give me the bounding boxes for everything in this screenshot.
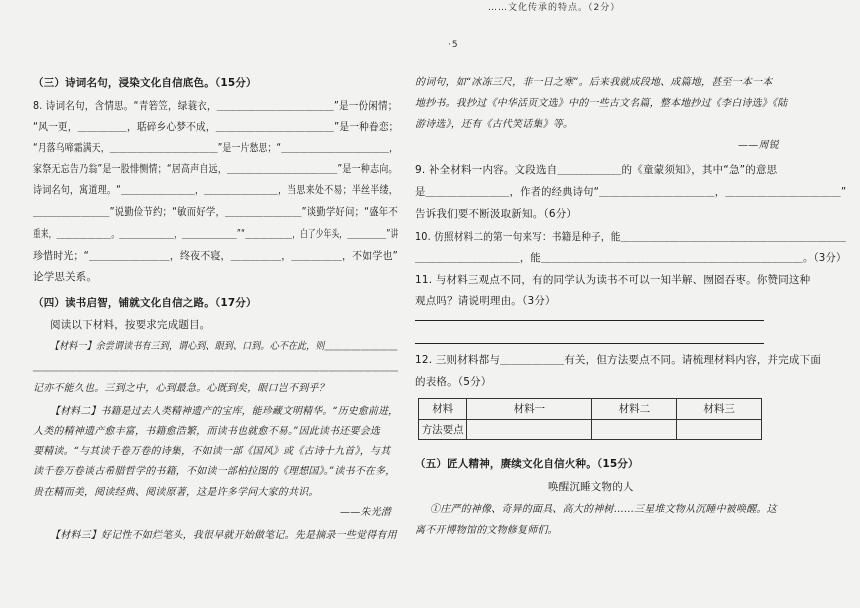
q8-line-8: 珍惜时光；“＿＿＿＿＿＿＿＿，终夜不寝，＿＿＿＿＿，＿＿＿＿＿，不如学也” [33,250,398,262]
q9-line-2: 是＿＿＿＿＿＿＿＿，作者的经典诗句“＿＿＿＿＿＿＿＿＿＿＿，＿＿＿＿＿＿＿＿＿＿＿” [415,186,847,198]
answer-cell-3[interactable] [677,419,762,440]
answer-cell-2[interactable] [592,419,677,440]
material-2-line-3: 要精读。“与其读千卷万卷的诗集，不如读一部《国风》或《古诗十九首》，与其 [33,446,391,457]
table-row [419,419,762,440]
material-2-line-1: 【材料二】书籍是过去人类精神遗产的宝库，能珍藏文明精华。“历史愈前进， [50,406,399,417]
table-row-label: 方法要点 [419,419,467,440]
material-3-signature: ——周锐 [738,140,779,151]
q11-answer-line-1[interactable] [415,320,764,321]
section-4-intro: 阅读以下材料，按要求完成题目。 [50,319,211,331]
q8-line-1: 8. 诗词名句，含情思。“青箬笠，绿蓑衣，＿＿＿＿＿＿＿＿＿＿＿＿”是一份闲情； [33,100,398,112]
top-cut-text: ……文化传承的特点。（2分） [488,3,621,13]
table-header-cell: 材料 [419,399,467,420]
q8-line-9: 论学思关系。 [33,271,98,283]
q8-line-6: ＿＿＿＿＿＿＿＿”说勤俭节约；“敏而好学，＿＿＿＿＿＿＿＿”谈勤学好问；“盛年不 [33,206,398,218]
section-3-heading: （三）诗词名句，浸染文化自信底色。（15分） [33,77,257,89]
q11-answer-line-2[interactable] [415,343,764,344]
table-header-cell: 材料二 [592,399,677,420]
material-3-line-2: 的词句，如“冰冻三尺，非一日之寒”。后来我就成段地、成篇地，甚至一本一本 [415,77,773,88]
table-header-cell: 材料三 [677,399,762,420]
material-2-line-4: 读千卷万卷谈古希腊哲学的书籍，不如读一部柏拉图的《理想国》。”读书不在多， [33,466,396,477]
material-2-line-5: 贵在精而美，阅读经典、阅读原著，这是许多学问大家的共识。 [33,487,319,498]
section-5-para-line-2: 离不开博物馆的文物修复师们。 [415,525,558,536]
answer-cell-1[interactable] [467,419,592,440]
page-mark: ·5 [448,40,459,50]
material-3-line-4: 游诗选》，还有《古代笑话集》等。 [415,119,574,130]
q10-line-2: ＿＿＿＿＿＿＿＿＿＿，能＿＿＿＿＿＿＿＿＿＿＿＿＿＿＿＿＿＿＿＿＿＿＿＿＿。（3分） [415,252,847,264]
q11-line-1: 11. 与材料三观点不同，有的同学认为读书不可以一知半解、囫囵吞枣。你赞同这种 [415,274,811,286]
q9-line-3: 告诉我们要不断汲取新知。（6分） [415,208,578,220]
q10-line-1: 10. 仿照材料二的第一句来写：书籍是种子，能＿＿＿＿＿＿＿＿＿＿＿＿＿＿＿＿＿＿＿＿＿＿＿ [415,231,847,243]
section-4-heading: （四）读书启智，铺就文化自信之路。（17分） [33,297,257,309]
q8-line-4: 家祭无忘告乃翁”是一股悱恻情；“居高声自远，＿＿＿＿＿＿＿＿＿＿＿＿”是一种志向。 [33,163,398,175]
section-5-para-line-1: ①庄严的神像、奇异的面具、高大的神树……三星堆文物从沉睡中被唤醒。这 [430,504,777,515]
q12-line-2: 的表格。（5分） [415,376,492,388]
table-header-cell: 材料一 [467,399,592,420]
q9-line-1: 9. 补全材料一内容。文段选自＿＿＿＿＿＿的《童蒙须知》，其中“急”的意思 [415,164,778,176]
q12-line-1: 12. 三则材料都与＿＿＿＿＿＿有关，但方法要点不同。请梳理材料内容，并完成下面 [415,354,822,366]
q8-line-5: 诗词名句，寓道理。“＿＿＿＿＿＿＿＿，＿＿＿＿＿＿＿＿，当思来处不易；半丝半缕， [33,184,399,196]
methods-table [418,398,762,440]
table-header-row [419,399,762,420]
section-5-title: 唤醒沉睡文物的人 [548,481,634,493]
q8-line-7: 重来，＿＿＿＿＿＿＿。＿＿＿＿＿＿＿，＿＿＿＿＿＿＿”“＿＿＿＿＿＿，白了少年头，＿＿＿＿＿”讲 [33,228,399,240]
material-1-line-2: ＿＿＿＿＿＿＿＿＿＿＿＿＿＿＿＿＿＿＿＿＿＿＿＿＿＿＿＿＿＿＿＿＿＿＿＿＿＿＿＿＿＿ [33,362,399,373]
section-5-heading: （五）匠人精神，赓续文化自信火种。（15分） [415,458,639,470]
q8-line-2: “风一更，＿＿＿＿＿，聒碎乡心梦不成，＿＿＿＿＿＿＿＿＿＿＿＿”是一种眷恋； [33,121,399,133]
material-2-signature: ——朱光潜 [340,507,391,518]
material-2-line-2: 人类的精神遗产愈丰富，书籍愈浩繁，而读书也就愈不易。”因此读书还要会选 [33,426,381,437]
material-1-line-1: 【材料一】余尝谓读书有三到，谓心到、眼到、口到。心不在此，则＿＿＿＿＿＿＿＿ [50,341,398,352]
material-1-line-3: 记亦不能久也。三到之中，心到最急。心既到矣，眼口岂不到乎？ [33,383,329,394]
q11-line-2: 观点吗？请说明理由。（3分） [415,295,556,307]
material-3-line-1: 【材料三】好记性不如烂笔头，我很早就开始做笔记。先是摘录一些觉得有用 [50,530,397,541]
q8-line-3: “月落乌啼霜满天，＿＿＿＿＿＿＿＿＿＿＿＿”是一片愁思；“＿＿＿＿＿＿＿＿＿＿＿＿， [33,142,399,154]
material-3-line-3: 地抄书。我抄过《中华活页文选》中的一些古文名篇，整本地抄过《李白诗选》《陆 [415,98,788,109]
